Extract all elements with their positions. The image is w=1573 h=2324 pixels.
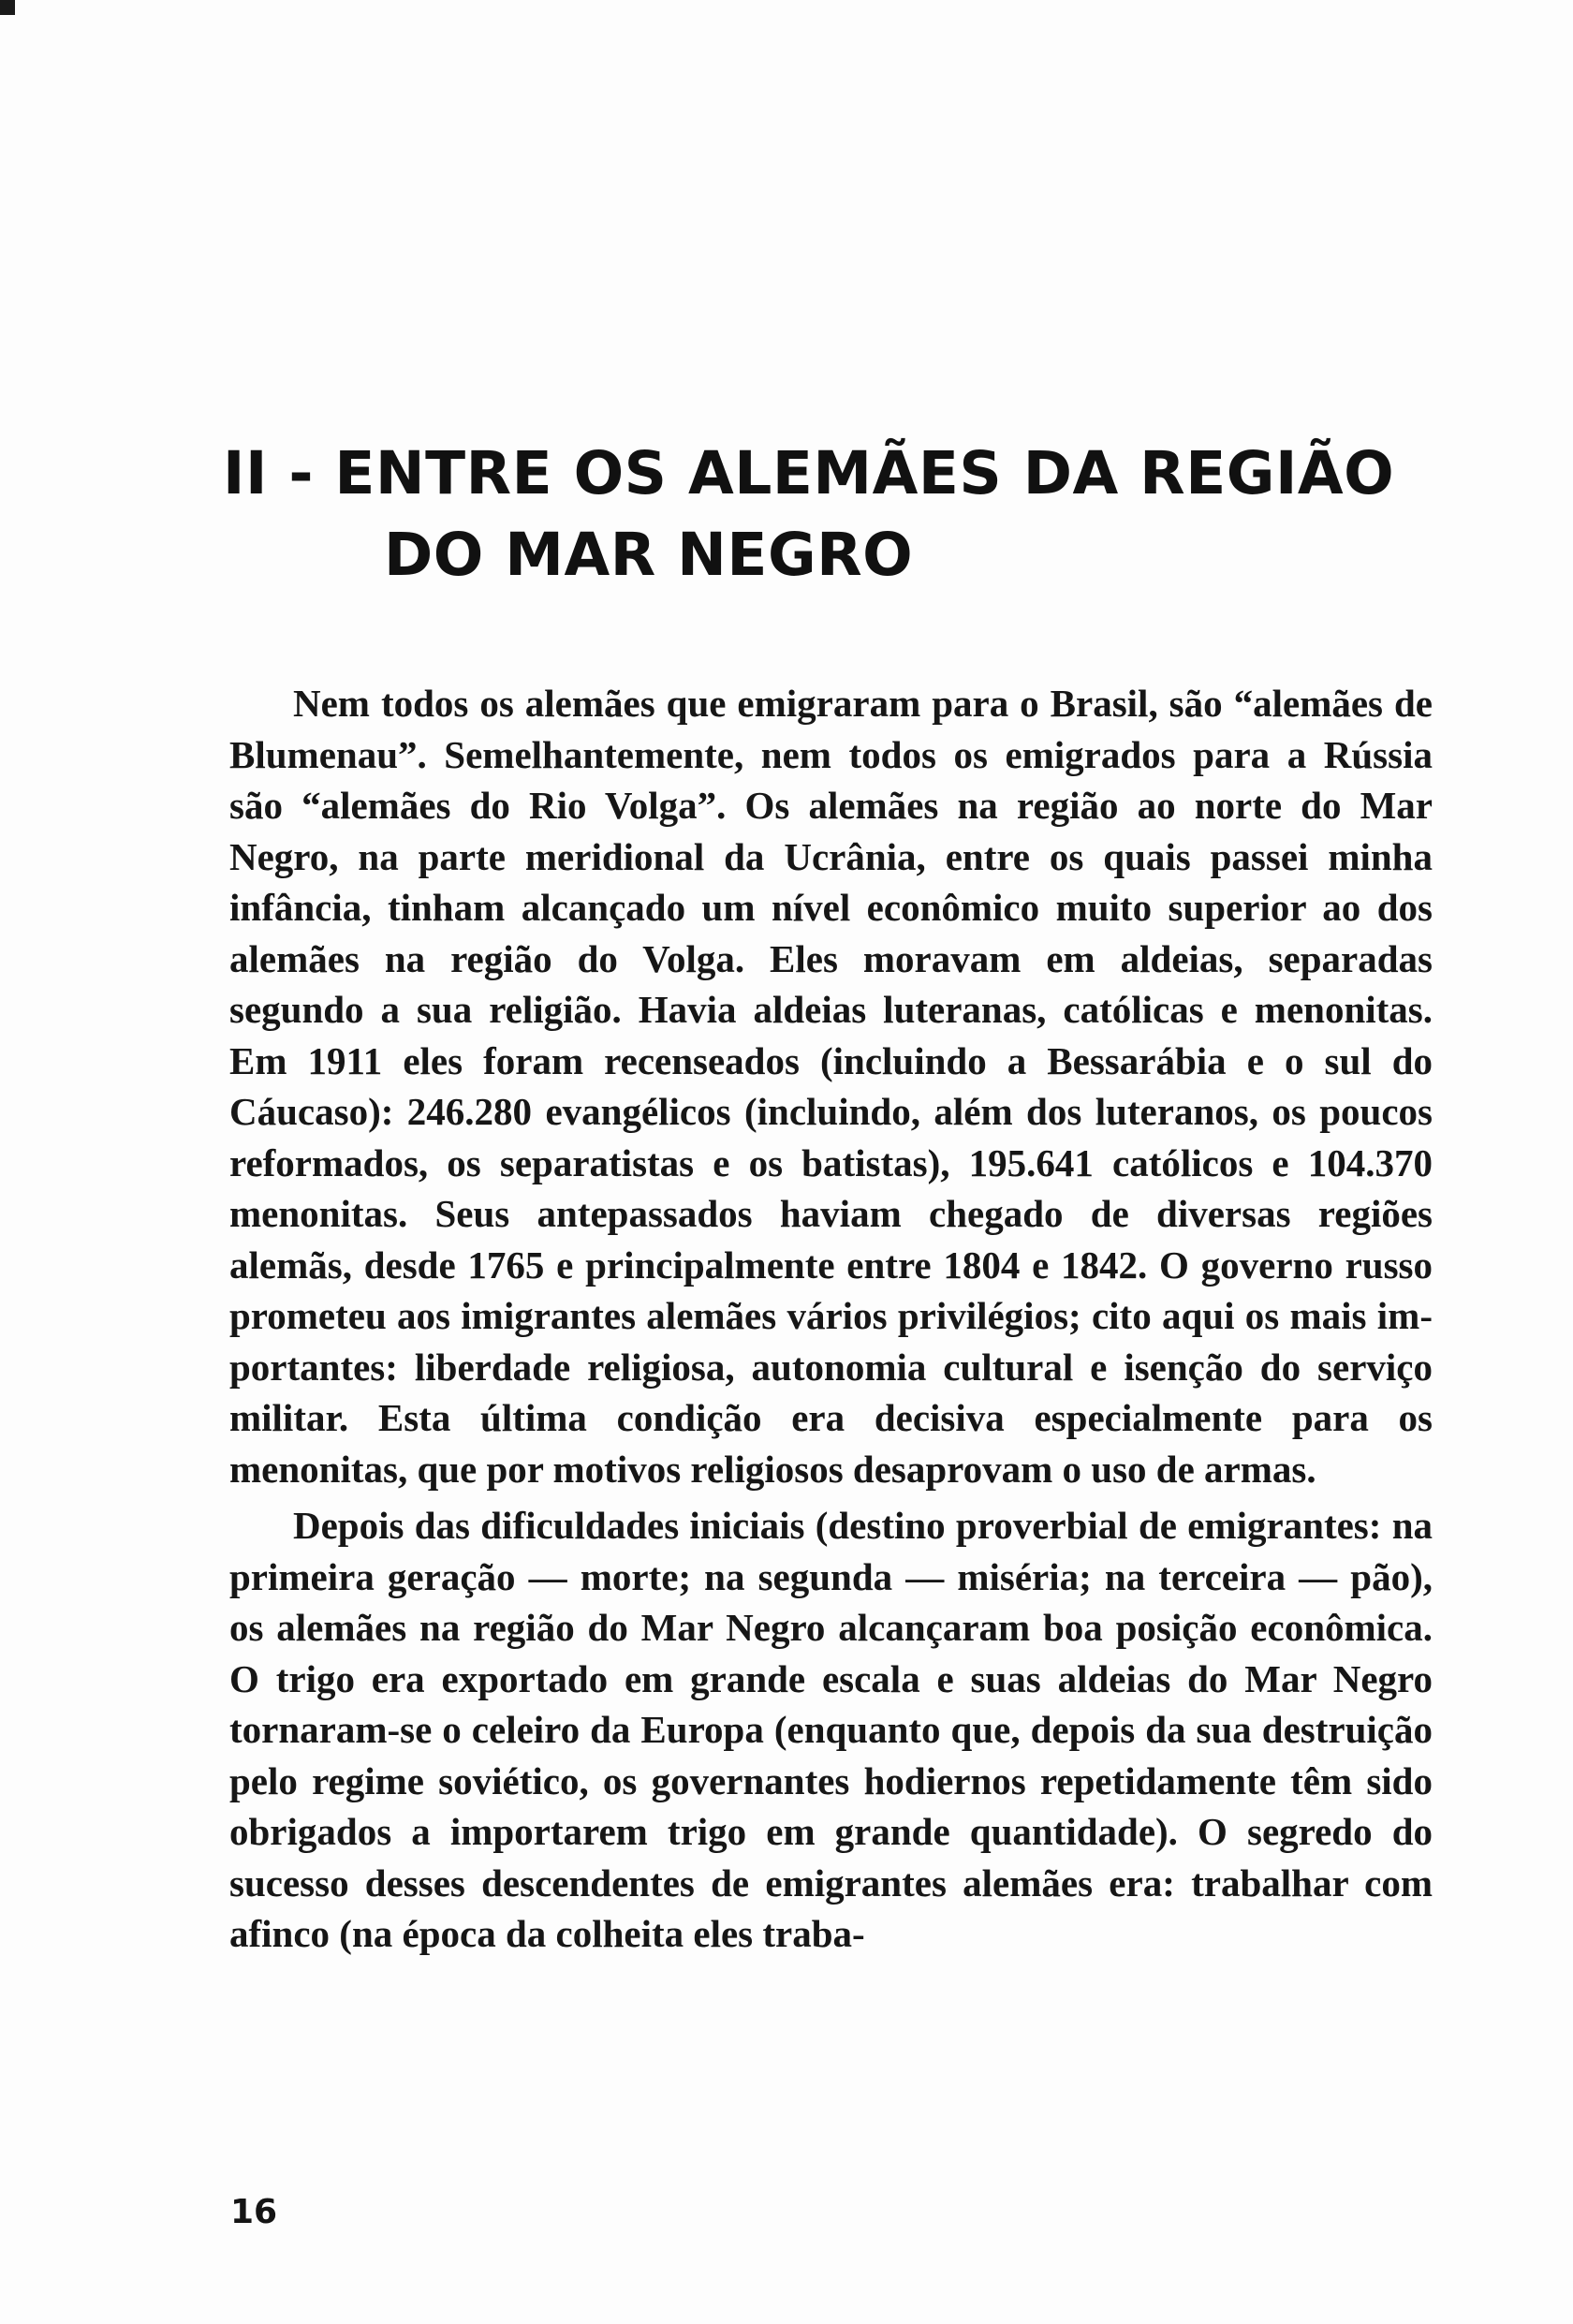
chapter-title-line-1: II - ENTRE OS ALEMÃES DA REGIÃO xyxy=(223,439,1395,507)
scan-corner-mark xyxy=(0,0,15,15)
paragraph-1: Nem todos os alemães que emigraram para o Brasil, são “alemães de Blumenau”. Semelhantemente, nem todos os emigrados para a Rússia são “alemães do Rio Volga”. Os alemães na região ao norte do Mar Negro, na parte meridional da Ucrânia, entre os quais passei minha infância, tinham alcançado um nível econômico muito superior ao dos alemães na região do Volga. Eles moravam em aldeias, separadas segundo a sua religião. Havia aldeias luteranas, católicas e menonitas. Em 1911 eles foram recenseados (incluindo a Bessarábia e o sul do Cáucaso): 246.280 evangélicos (incluindo, além dos luteranos, os poucos reformados, os separatistas e os batistas), 195.641 católicos e 104.370 menonitas. Seus antepassados haviam chegado de diversas regiões alemãs, desde 1765 e principalmente entre 1804 e 1842. O governo russo prometeu aos imigrantes alemães vários privilégios; cito aqui os mais importantes: liberdade religiosa, autonomia cultural e isenção do serviço militar. Esta última condição era decisiva especialmente para os menonitas, que por motivos religiosos desaprovam o uso de armas. xyxy=(229,682,1433,1491)
paragraph-2: Depois das dificuldades iniciais (destino proverbial de emigrantes: na primeira geração — morte; na segunda — miséria; na terceira — pão), os alemães na região do Mar Negro alcançaram boa posição econômica. O trigo era exportado em grande escala e suas aldeias do Mar Negro tornaram-se o celeiro da Europa (enquanto que, depois da sua destruição pelo regime soviético, os governantes hodiernos repetidamente têm sido obrigados a importarem trigo em grande quantidade). O segredo do sucesso desses descendentes de emigrantes alemães era: trabalhar com afinco (na época da colheita eles traba- xyxy=(229,1504,1433,1955)
chapter-title-line-2: DO MAR NEGRO xyxy=(384,521,914,589)
page-number: 16 xyxy=(230,2193,278,2231)
chapter-title xyxy=(223,433,1459,596)
chapter-body xyxy=(229,678,1433,1960)
